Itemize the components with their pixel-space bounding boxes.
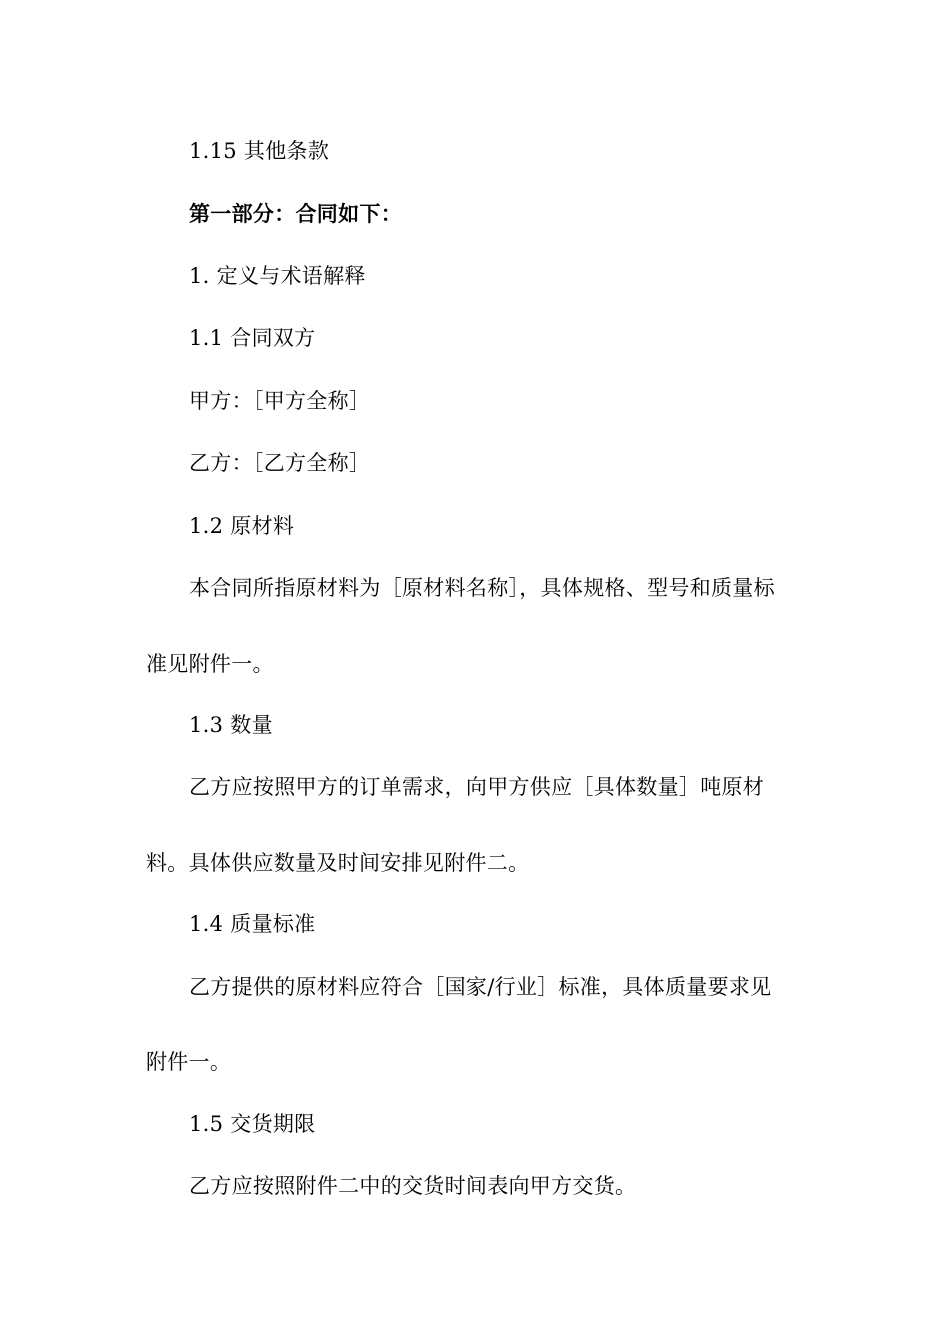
part-one-heading: 第一部分：合同如下： [189,202,402,226]
clause-heading-1-3: 1.3 数量 [189,713,273,737]
quality-paragraph-line-1: 乙方提供的原材料应符合［国家/行业］标准，具体质量要求见 [189,975,772,999]
section-heading-definitions: 1. 定义与术语解释 [189,264,366,288]
clause-heading-1-2: 1.2 原材料 [189,514,295,538]
clause-heading-1-5: 1.5 交货期限 [189,1112,316,1136]
delivery-paragraph-line-1: 乙方应按照附件二中的交货时间表向甲方交货。 [189,1174,637,1198]
clause-heading-1-1: 1.1 合同双方 [189,326,316,350]
raw-material-paragraph-line-1: 本合同所指原材料为［原材料名称］，具体规格、型号和质量标 [189,576,775,600]
party-a-line: 甲方：［甲方全称］ [189,389,371,413]
quantity-paragraph-line-2: 料。具体供应数量及时间安排见附件二。 [146,851,530,875]
clause-heading-1-15: 1.15 其他条款 [189,139,330,163]
party-b-line: 乙方：［乙方全称］ [189,451,371,475]
quality-paragraph-line-2: 附件一。 [146,1050,232,1074]
quantity-paragraph-line-1: 乙方应按照甲方的订单需求，向甲方供应［具体数量］吨原材 [189,775,765,799]
raw-material-paragraph-line-2: 准见附件一。 [146,652,274,676]
clause-heading-1-4: 1.4 质量标准 [189,912,316,936]
